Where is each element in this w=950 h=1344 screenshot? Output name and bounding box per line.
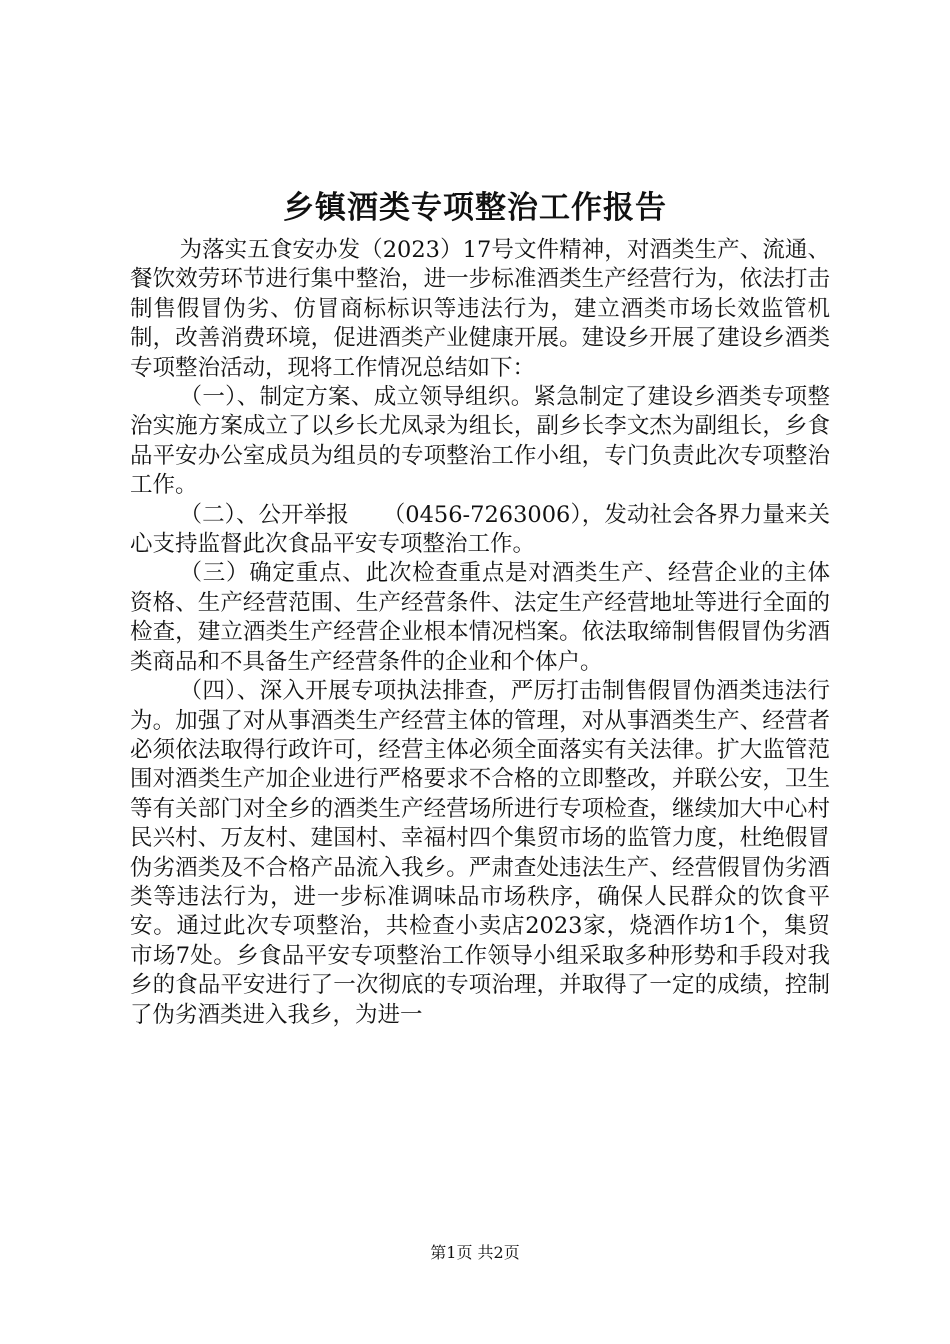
paragraph-section-3: （三）确定重点、此次检查重点是对酒类生产、经营企业的主体资格、生产经营范围、生产经营条件、法定生产经营地址等进行全面的检查，建立酒类生产经营企业根本情况档案。依法取缔制售假冒伪劣酒类商品和不具备生产经营条件的企业和个体户。 xyxy=(130,560,830,675)
page-title: 乡镇酒类专项整治工作报告 xyxy=(283,190,667,226)
paragraph-section-2: （二）、公开举报 （0456-7263006），发动社会各界力量来关心支持监督此次食品平安专项整治工作。 xyxy=(130,501,830,558)
paragraph-section-1: （一）、制定方案、成立领导组织。紧急制定了建设乡酒类专项整治实施方案成立了以乡长尤凤录为组长，副乡长李文杰为副组长，乡食品平安办公室成员为组员的专项整治工作小组，专门负责此次专项整治工作。 xyxy=(130,384,830,499)
paragraph-section-4: （四）、深入开展专项执法排查，严厉打击制售假冒伪酒类违法行为。加强了对从事酒类生产经营主体的管理，对从事酒类生产、经营者必须依法取得行政许可，经营主体必须全面落实有关法律。扩大监管范围对酒类生产加企业进行严格要求不合格的立即整改，并联公安，卫生等有关部门对全乡的酒类生产经营场所进行专项检查，继续加大中心村民兴村、万友村、建国村、幸福村四个集贸市场的监管力度，杜绝假冒伪劣酒类及不合格产品流入我乡。严肃查处违法生产、经营假冒伪劣酒类等违法行为，进一步标准调味品市场秩序，确保人民群众的饮食平安。通过此次专项整治，共检查小卖店2023家，烧酒作坊1个，集贸市场7处。乡食品平安专项整治工作领导小组采取多种形势和手段对我乡的食品平安进行了一次彻底的专项治理，并取得了一定的成绩，控制了伪劣酒类进入我乡，为进一 xyxy=(130,678,830,1028)
document-body xyxy=(130,236,830,1030)
page-number-footer: 第1页 共2页 xyxy=(430,1243,520,1262)
paragraph-intro: 为落实五食安办发（2023）17号文件精神，对酒类生产、流通、餐饮效劳环节进行集中整治，进一步标准酒类生产经营行为，依法打击制售假冒伪劣、仿冒商标标识等违法行为，建立酒类市场长效监管机制，改善消费环境，促进酒类产业健康开展。建设乡开展了建设乡酒类专项整治活动，现将工作情况总结如下： xyxy=(130,237,830,381)
